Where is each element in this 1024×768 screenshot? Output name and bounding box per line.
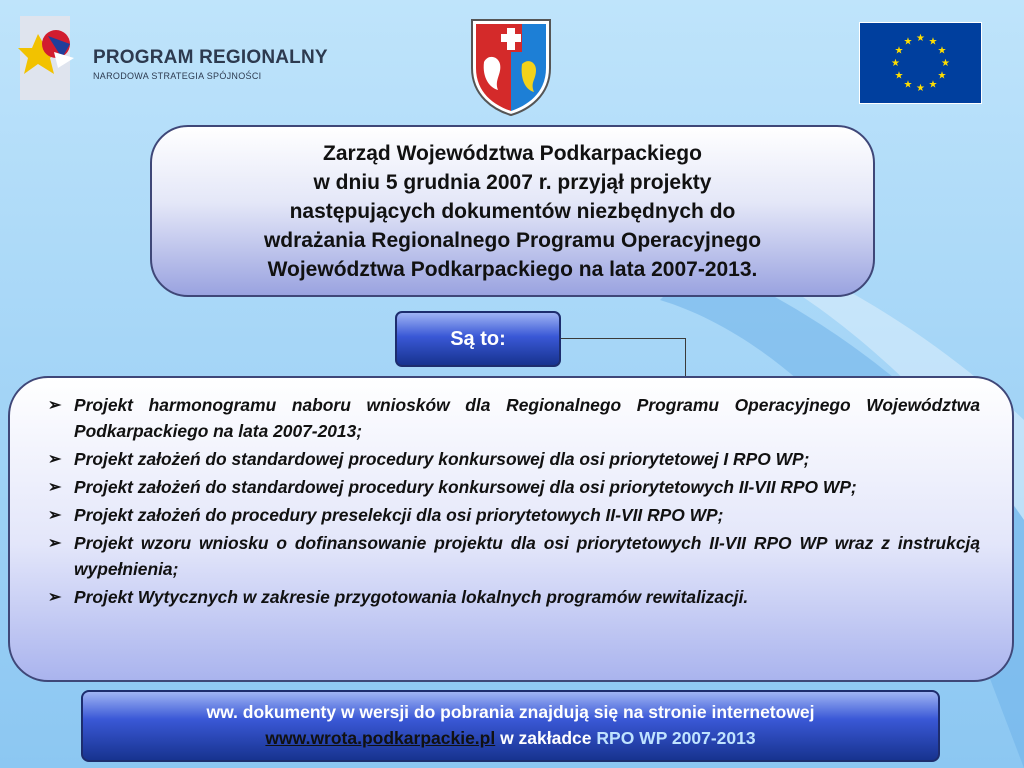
intro-line: wdrażania Regionalnego Programu Operacyjnego bbox=[263, 228, 762, 252]
intro-text bbox=[264, 139, 761, 284]
list-item-text: Projekt założeń do standardowej procedury konkursowej dla osi priorytetowych II-VII RPO WP; bbox=[74, 477, 857, 497]
bullet-arrow-icon: ➢ bbox=[48, 507, 62, 524]
eu-flag bbox=[859, 22, 982, 104]
svg-text:★: ★ bbox=[941, 58, 950, 69]
project-list-box bbox=[8, 376, 1014, 682]
intro-line: następujących dokumentów niezbędnych do bbox=[289, 199, 736, 223]
svg-text:★: ★ bbox=[894, 45, 904, 57]
bullet-arrow-icon: ➢ bbox=[48, 589, 62, 606]
link-connector-text: w zakładce bbox=[495, 728, 597, 748]
connector-line bbox=[685, 338, 686, 376]
svg-text:★: ★ bbox=[916, 33, 925, 44]
list-item-text: Projekt harmonogramu naboru wniosków dla Regionalnego Programu Operacyjnego Województwa Podkarpackiego na lata 2007-2013; bbox=[74, 395, 980, 441]
list-item bbox=[48, 530, 980, 582]
svg-text:★: ★ bbox=[937, 45, 947, 57]
intro-line: w dniu 5 grudnia 2007 r. przyjął projekty bbox=[313, 170, 712, 194]
rpo-tab-link[interactable]: RPO WP 2007-2013 bbox=[596, 728, 756, 748]
intro-box bbox=[150, 125, 875, 297]
intro-line: Zarząd Województwa Podkarpackiego bbox=[323, 141, 702, 165]
list-item bbox=[48, 446, 980, 472]
intro-line: Województwa Podkarpackiego na lata 2007-2013. bbox=[267, 257, 758, 281]
section-label: Są to: bbox=[395, 311, 561, 367]
list-item bbox=[48, 474, 980, 500]
svg-text:★: ★ bbox=[916, 83, 925, 94]
project-list bbox=[48, 392, 980, 610]
bullet-arrow-icon: ➢ bbox=[48, 479, 62, 496]
list-item-text: Projekt założeń do procedury preselekcji dla osi priorytetowych II-VII RPO WP; bbox=[74, 505, 724, 525]
svg-text:★: ★ bbox=[928, 36, 938, 48]
list-item-text: Projekt założeń do standardowej procedury konkursowej dla osi priorytetowej I RPO WP; bbox=[74, 449, 810, 469]
download-info-links bbox=[83, 725, 938, 751]
list-item-text: Projekt Wytycznych w zakresie przygotowania lokalnych programów rewitalizacji. bbox=[74, 587, 749, 607]
svg-text:★: ★ bbox=[928, 79, 938, 91]
list-item bbox=[48, 502, 980, 528]
bullet-arrow-icon: ➢ bbox=[48, 535, 62, 552]
website-link[interactable]: www.wrota.podkarpackie.pl bbox=[265, 728, 496, 748]
program-regionalny-logo-icon bbox=[18, 14, 88, 104]
svg-text:★: ★ bbox=[894, 70, 904, 82]
list-item-text: Projekt wzoru wniosku o dofinansowanie projektu dla osi priorytetowych II-VII RPO WP wraz z instrukcją wypełnienia; bbox=[74, 533, 980, 579]
svg-text:★: ★ bbox=[891, 58, 900, 69]
list-item bbox=[48, 584, 980, 610]
eu-flag-icon bbox=[860, 23, 981, 103]
download-info-box bbox=[81, 690, 940, 762]
coat-of-arms-icon bbox=[470, 18, 552, 116]
connector-line bbox=[561, 338, 686, 339]
program-subtitle: NARODOWA STRATEGIA SPÓJNOŚCI bbox=[93, 71, 262, 81]
bullet-arrow-icon: ➢ bbox=[48, 397, 62, 414]
download-info-text: ww. dokumenty w wersji do pobrania znajdują się na stronie internetowej bbox=[206, 702, 815, 722]
svg-text:★: ★ bbox=[937, 70, 947, 82]
program-title: PROGRAM REGIONALNY bbox=[93, 47, 328, 68]
list-item bbox=[48, 392, 980, 444]
svg-text:★: ★ bbox=[903, 36, 913, 48]
svg-text:★: ★ bbox=[903, 79, 913, 91]
bullet-arrow-icon: ➢ bbox=[48, 451, 62, 468]
